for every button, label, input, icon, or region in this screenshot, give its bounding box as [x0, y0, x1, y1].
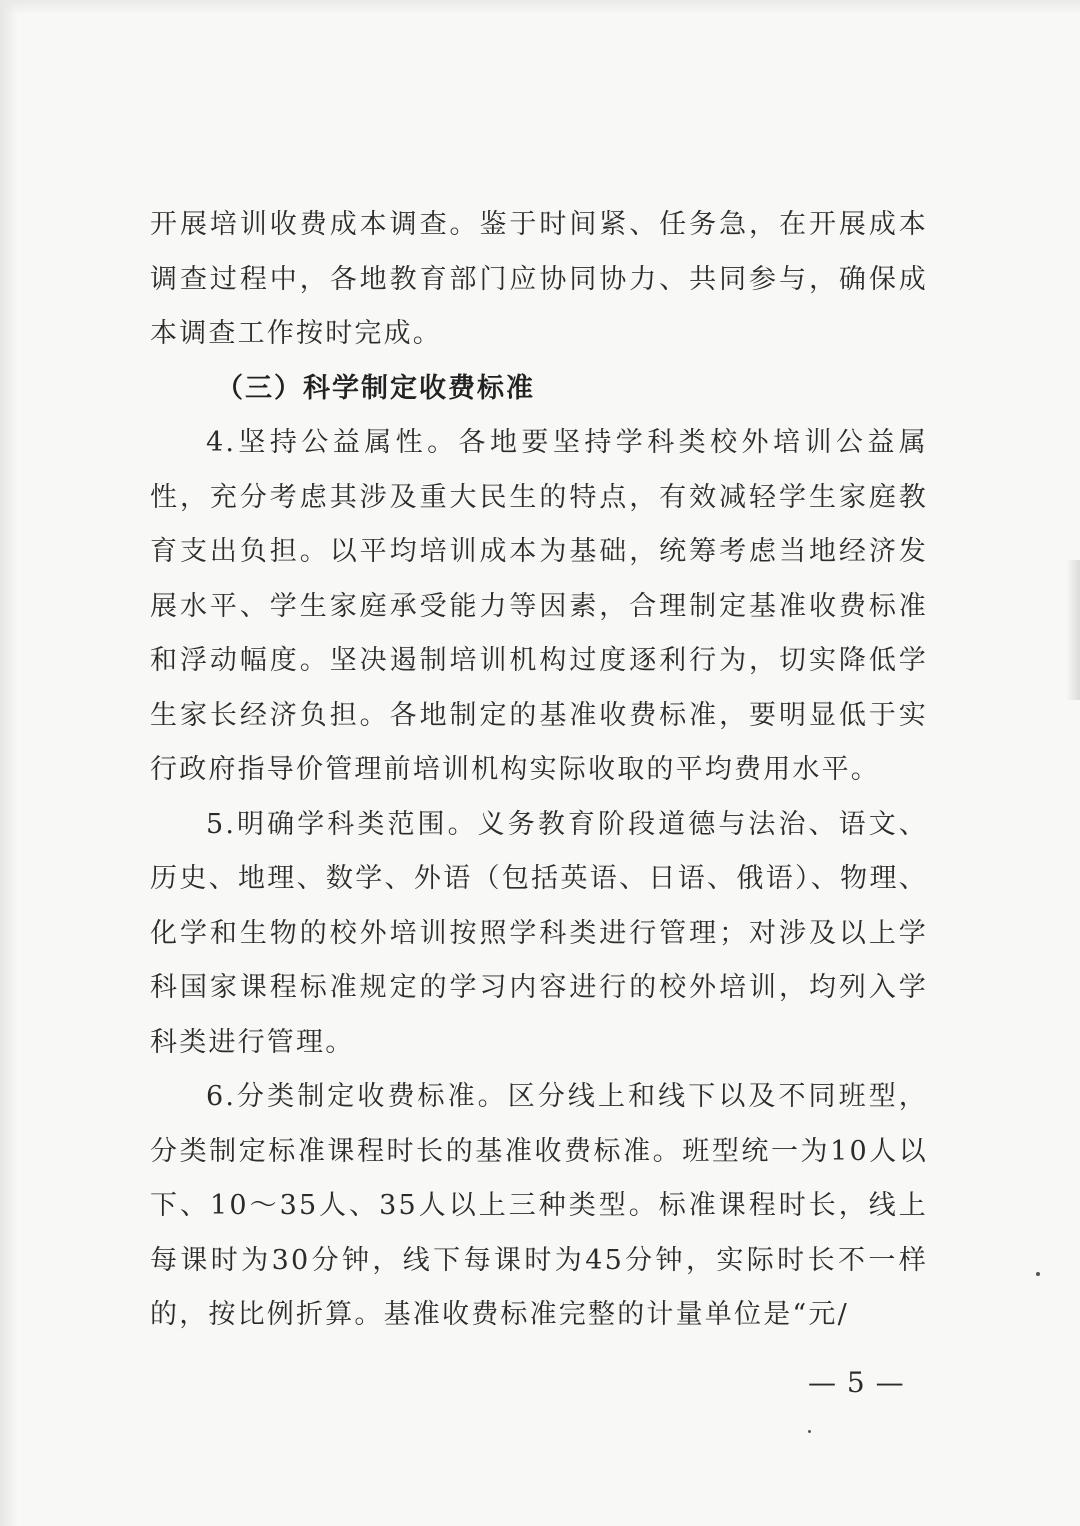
document-body [150, 198, 928, 1343]
section-heading: （三）科学制定收费标准 [216, 372, 535, 404]
scan-shadow-left [0, 0, 18, 1526]
paragraph-item-5: 5.明确学科类范围。义务教育阶段道德与法治、语文、历史、地理、数学、外语（包括英语、日语、俄语）、物理、化学和生物的校外培训按照学科类进行管理；对涉及以上学科国家课程标准规定的学习内容进行的校外培训，均列入学科类进行管理。 [150, 808, 928, 1058]
paragraph-item-4: 4.坚持公益属性。各地要坚持学科类校外培训公益属性，充分考虑其涉及重大民生的特点，有效减轻学生家庭教育支出负担。以平均培训成本为基础，统筹考虑当地经济发展水平、学生家庭承受能力等因素，合理制定基准收费标准和浮动幅度。坚决遏制培训机构过度逐利行为，切实降低学生家长经济负担。各地制定的基准收费标准，要明显低于实行政府指导价管理前培训机构实际收取的平均费用水平。 [150, 427, 928, 785]
scan-shadow-top [0, 0, 1080, 14]
scan-speck [1036, 1272, 1040, 1276]
scan-speck [808, 1430, 811, 1433]
page-number: — 5 — [808, 1366, 905, 1399]
paragraph-item-6: 6.分类制定收费标准。区分线上和线下以及不同班型，分类制定标准课程时长的基准收费标准。班型统一为10人以下、10～35人、35人以上三种类型。标准课程时长，线上每课时为30分钟，线下每课时为45分钟，实际时长不一样的，按比例折算。基准收费标准完整的计量单位是“元/ [150, 1081, 928, 1330]
scan-shadow-right [1066, 560, 1080, 700]
paragraph-continuation: 开展培训收费成本调查。鉴于时间紧、任务急，在开展成本调查过程中，各地教育部门应协同协力、共同参与，确保成本调查工作按时完成。 [150, 209, 928, 349]
